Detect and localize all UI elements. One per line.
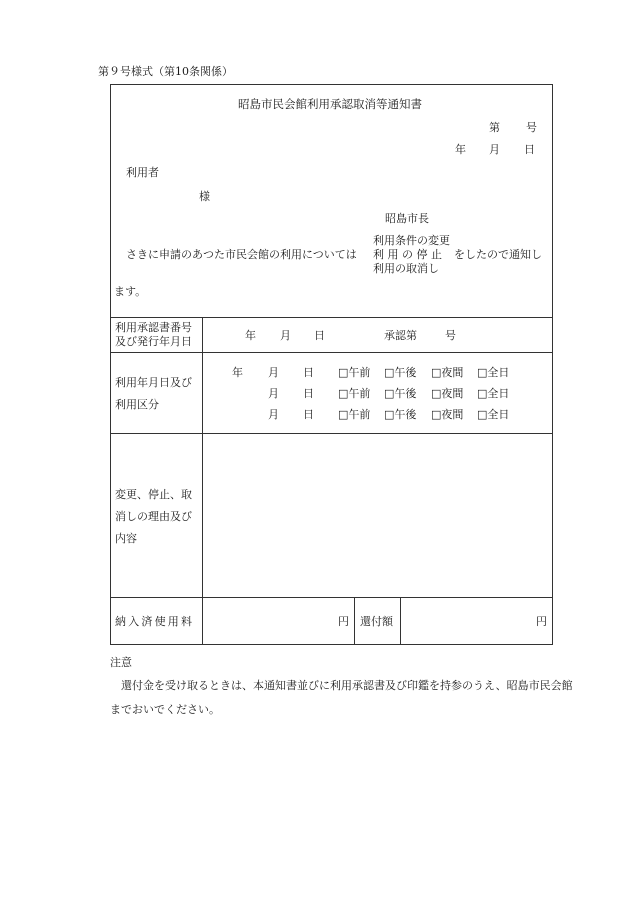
paid-fee-input[interactable] <box>203 598 333 644</box>
issuer-name: 昭島市長 <box>385 212 429 225</box>
approval-year: 年 <box>245 329 256 342</box>
recipient-label: 利用者 <box>126 166 159 179</box>
reason-label-line2: 消しの理由及び <box>115 510 192 523</box>
refund-unit: 円 <box>536 615 547 628</box>
usage-checkbox-am[interactable]: □午前 <box>338 366 371 379</box>
body-last-line: ます。 <box>114 285 147 298</box>
issue-date-day: 日 <box>524 143 535 156</box>
usage-day: 日 <box>303 366 314 379</box>
usage-month: 月 <box>268 366 279 379</box>
refund-label: 還付額 <box>360 615 393 628</box>
recipient-honorific: 様 <box>199 190 210 203</box>
usage-checkbox-pm[interactable]: □午後 <box>384 387 417 400</box>
issue-number-prefix: 第 <box>489 121 500 134</box>
refund-input[interactable] <box>401 598 531 644</box>
usage-checkbox-pm[interactable]: □午後 <box>384 366 417 379</box>
body-option-change: 利用条件の変更 <box>373 234 450 247</box>
usage-checkbox-allday[interactable]: □全日 <box>477 408 510 421</box>
rule-header-bottom <box>110 317 553 318</box>
body-option-stop: 利 用 の 停 止 <box>373 248 442 261</box>
form-number-label: 第９号様式（第10条関係） <box>98 65 233 78</box>
reason-label-line3: 内容 <box>115 532 137 545</box>
usage-checkbox-allday[interactable]: □全日 <box>477 366 510 379</box>
body-option-cancel: 利用の取消し <box>373 262 439 275</box>
usage-checkbox-pm[interactable]: □午後 <box>384 408 417 421</box>
issue-date-year: 年 <box>455 143 466 156</box>
form-title: 昭島市民会館利用承認取消等通知書 <box>238 97 422 111</box>
reason-input-area[interactable] <box>203 434 552 596</box>
usage-label-line2: 利用区分 <box>115 398 159 411</box>
body-trail-text: をしたので通知し <box>454 248 542 261</box>
usage-checkbox-allday[interactable]: □全日 <box>477 387 510 400</box>
note-heading: 注意 <box>110 656 132 669</box>
reason-label-line1: 変更、停止、取 <box>115 488 192 501</box>
usage-year: 年 <box>232 366 243 379</box>
body-lead-text: さきに申請のあつた市民会館の利用については <box>126 248 357 261</box>
issue-number-suffix: 号 <box>526 121 537 134</box>
usage-checkbox-am[interactable]: □午前 <box>338 408 371 421</box>
paid-fee-unit: 円 <box>338 615 349 628</box>
approval-day: 日 <box>314 329 325 342</box>
approval-number-suffix: 号 <box>445 329 456 342</box>
usage-day: 日 <box>303 408 314 421</box>
approval-month: 月 <box>280 329 291 342</box>
usage-day: 日 <box>303 387 314 400</box>
approval-label-line2: 及び発行年月日 <box>115 335 192 348</box>
approval-number-prefix: 承認第 <box>384 329 417 342</box>
usage-month: 月 <box>268 408 279 421</box>
usage-checkbox-night[interactable]: □夜間 <box>431 408 464 421</box>
usage-label-line1: 利用年月日及び <box>115 376 192 389</box>
rule-fee-split <box>354 597 355 645</box>
rule-approval-bottom <box>110 352 553 353</box>
issue-date-month: 月 <box>489 143 500 156</box>
usage-checkbox-night[interactable]: □夜間 <box>431 366 464 379</box>
paid-fee-label: 納入済使用料 <box>115 615 195 628</box>
approval-label-line1: 利用承認書番号 <box>115 321 192 334</box>
usage-month: 月 <box>268 387 279 400</box>
note-text: 還付金を受け取るときは、本通知書並びに利用承認書及び印鑑を持参のうえ、昭島市民会館までおいでください。 <box>110 679 573 716</box>
usage-checkbox-night[interactable]: □夜間 <box>431 387 464 400</box>
usage-checkbox-am[interactable]: □午前 <box>338 387 371 400</box>
